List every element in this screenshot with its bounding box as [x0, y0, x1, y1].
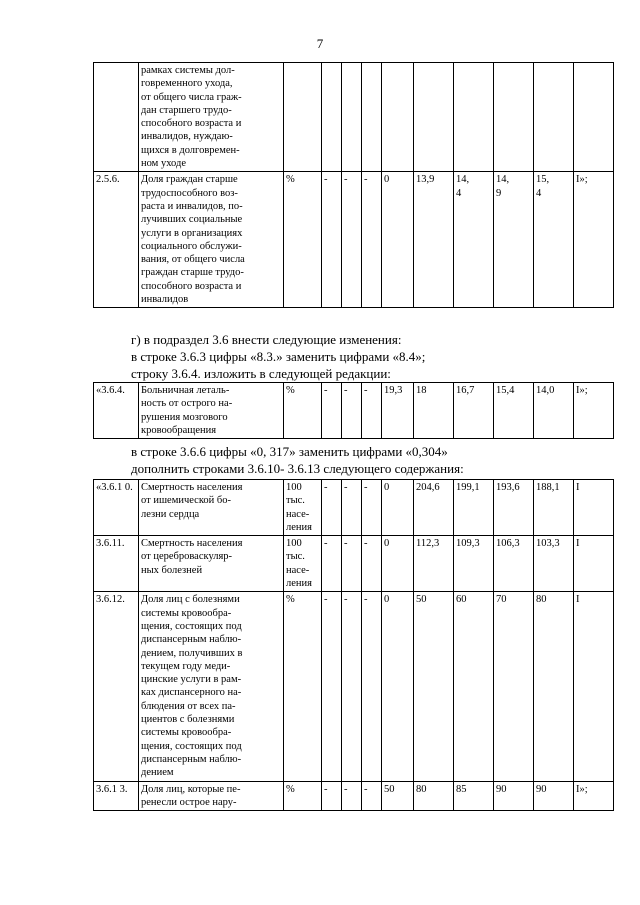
description-line: от общего числа граж-	[141, 91, 242, 103]
value-col-1: -	[322, 781, 342, 811]
value-col-6	[454, 592, 494, 781]
value-col-4	[382, 383, 414, 439]
value-col-8	[534, 63, 574, 172]
description-line: рушения мозгового	[141, 411, 228, 423]
value-col-6	[454, 536, 494, 592]
cell-line: 80	[416, 783, 427, 795]
value-col-2: -	[342, 536, 362, 592]
row-number	[94, 63, 139, 172]
description-line: системы кровообра-	[141, 607, 232, 619]
value-col-1: -	[322, 592, 342, 781]
cell-line: 14,0	[536, 385, 555, 396]
value-col-3: -	[362, 592, 382, 781]
cell-line: 85	[456, 783, 467, 795]
value-col-2: -	[342, 172, 362, 308]
page-number: 7	[316, 36, 324, 51]
paragraph-add-rows-intro: дополнить строками 3.6.10- 3.6.13 следующего содержания:	[131, 461, 464, 476]
description-line: системы кровообра-	[141, 727, 232, 739]
cell-line: 16,7	[456, 385, 475, 396]
description-line: лучивших социальные	[141, 214, 243, 226]
description-line: ренесли острое нару-	[141, 796, 237, 808]
paragraph-subsection-changes: г) в подраздел 3.6 внести следующие изменения:	[131, 332, 402, 347]
description-line: Доля лиц с болезнями	[141, 594, 240, 606]
cell-line: 0	[384, 482, 390, 493]
cell-line: %	[286, 385, 295, 396]
description-line: диспансерным наблю-	[141, 634, 242, 646]
table-row	[94, 536, 614, 592]
description-line: ном уходе	[141, 158, 186, 170]
unit	[284, 172, 322, 308]
description-line: от цереброваскуляр-	[141, 551, 233, 563]
value-col-4	[382, 536, 414, 592]
description-line: раста и инвалидов, по-	[141, 200, 243, 212]
value-col-7	[494, 480, 534, 536]
value-col-8	[534, 480, 574, 536]
value-col-2: -	[342, 480, 362, 536]
value-col-7	[494, 536, 534, 592]
value-col-7	[494, 781, 534, 811]
value-col-7	[494, 383, 534, 439]
cell-line: тыс.	[286, 551, 305, 563]
value-col-1: -	[322, 172, 342, 308]
value-col-1: -	[322, 383, 342, 439]
table-row	[94, 592, 614, 781]
cell-line: 60	[456, 594, 467, 606]
value-col-3: -	[362, 536, 382, 592]
value-col-9: I»;	[574, 172, 614, 308]
value-col-4	[382, 172, 414, 308]
description-line: от ишемической бо-	[141, 495, 231, 507]
cell-line: 112,3	[416, 538, 440, 550]
cell-line: 4	[536, 187, 542, 199]
indicator-description	[139, 592, 284, 781]
description-line: цинские услуги в рам-	[141, 674, 242, 686]
cell-line: 14,	[456, 174, 470, 186]
cell-line: ления	[286, 578, 312, 590]
description-line: щения, состоящих под	[141, 740, 242, 752]
cell-line: 0	[384, 538, 390, 550]
value-col-4	[382, 63, 414, 172]
value-col-9: I	[574, 536, 614, 592]
cell-line: 90	[496, 783, 507, 795]
cell-line: 50	[384, 783, 395, 795]
value-col-1	[322, 63, 342, 172]
row-number: 2.5.6.	[94, 172, 139, 308]
cell-line: 18	[416, 385, 427, 396]
cell-line: 100	[286, 538, 302, 550]
value-col-8	[534, 383, 574, 439]
value-col-8	[534, 172, 574, 308]
indicators-table-1	[93, 62, 614, 308]
indicator-description	[139, 172, 284, 308]
cell-line: 0	[384, 594, 390, 606]
description-line: ность от острого на-	[141, 398, 233, 410]
row-number: «3.6.4.	[94, 383, 139, 439]
description-line: Доля лиц, которые пе-	[141, 783, 241, 795]
unit	[284, 536, 322, 592]
value-col-5	[414, 536, 454, 592]
cell-line: 14,	[496, 174, 510, 186]
cell-line: 50	[416, 594, 427, 606]
value-col-3: -	[362, 781, 382, 811]
value-col-2: -	[342, 781, 362, 811]
value-col-2	[342, 63, 362, 172]
row-number: «3.6.1 0.	[94, 480, 139, 536]
cell-line: 0	[384, 174, 390, 186]
unit	[284, 781, 322, 811]
cell-line: 80	[536, 594, 547, 606]
value-col-6	[454, 172, 494, 308]
paragraph-row-364-intro: строку 3.6.4. изложить в следующей редакции:	[131, 366, 391, 381]
cell-line: 70	[496, 594, 507, 606]
description-line: Смертность населения	[141, 538, 243, 550]
description-line: граждан старше трудо-	[141, 267, 244, 279]
indicators-table-3	[93, 479, 614, 811]
cell-line: 106,3	[496, 538, 520, 550]
description-line: щихся в долговремен-	[141, 144, 240, 156]
description-line: трудоспособного воз-	[141, 187, 238, 199]
description-line: дением	[141, 767, 174, 779]
value-col-3: -	[362, 480, 382, 536]
value-col-2: -	[342, 383, 362, 439]
description-line: инвалидов	[141, 294, 189, 306]
cell-line: 90	[536, 783, 547, 795]
description-line: рамках системы дол-	[141, 65, 235, 76]
value-col-1: -	[322, 480, 342, 536]
description-line: говременного ухода,	[141, 78, 233, 90]
value-col-6	[454, 383, 494, 439]
cell-line: 15,4	[496, 385, 515, 396]
description-line: ках диспансерного на-	[141, 687, 242, 699]
table-row	[94, 781, 614, 811]
value-col-9: I	[574, 480, 614, 536]
row-number: 3.6.12.	[94, 592, 139, 781]
value-col-5	[414, 592, 454, 781]
description-line: Доля граждан старше	[141, 174, 238, 186]
description-line: услуги в организациях	[141, 227, 243, 239]
description-line: блюдения от всех па-	[141, 700, 236, 712]
description-line: Смертность населения	[141, 482, 243, 493]
cell-line: 9	[496, 187, 502, 199]
cell-line: 19,3	[384, 385, 403, 396]
cell-line: 13,9	[416, 174, 435, 186]
description-line: способного возраста и	[141, 118, 242, 130]
description-line: Больничная леталь-	[141, 385, 230, 396]
value-col-6	[454, 480, 494, 536]
value-col-3: -	[362, 172, 382, 308]
description-line: способного возраста и	[141, 280, 242, 292]
value-col-4	[382, 592, 414, 781]
value-col-8	[534, 536, 574, 592]
cell-line: ления	[286, 521, 312, 533]
cell-line: насе-	[286, 508, 310, 520]
description-line: социального обслужи-	[141, 240, 242, 252]
value-col-9: I	[574, 592, 614, 781]
value-col-5	[414, 63, 454, 172]
cell-line: насе-	[286, 564, 310, 576]
row-number: 3.6.1 3.	[94, 781, 139, 811]
description-line: дан старшего трудо-	[141, 104, 232, 116]
value-col-5	[414, 480, 454, 536]
value-col-4	[382, 480, 414, 536]
indicator-description	[139, 781, 284, 811]
value-col-7	[494, 63, 534, 172]
unit	[284, 63, 322, 172]
cell-line: 4	[456, 187, 462, 199]
value-col-1: -	[322, 536, 342, 592]
table-row	[94, 383, 614, 439]
cell-line: 188,1	[536, 482, 560, 493]
description-line: текущем году меди-	[141, 660, 231, 672]
indicator-description	[139, 63, 284, 172]
value-col-5	[414, 172, 454, 308]
value-col-9	[574, 63, 614, 172]
cell-line: 199,1	[456, 482, 480, 493]
description-line: лезни сердца	[141, 508, 200, 520]
value-col-5	[414, 383, 454, 439]
unit	[284, 383, 322, 439]
value-col-3: -	[362, 383, 382, 439]
cell-line: тыс.	[286, 495, 305, 507]
indicator-description	[139, 383, 284, 439]
indicator-description	[139, 480, 284, 536]
value-col-6	[454, 781, 494, 811]
description-line: дением, получивших в	[141, 647, 243, 659]
row-number: 3.6.11.	[94, 536, 139, 592]
description-line: вания, от общего числа	[141, 254, 245, 266]
description-line: ных болезней	[141, 564, 203, 576]
indicator-description	[139, 536, 284, 592]
value-col-7	[494, 172, 534, 308]
cell-line: 109,3	[456, 538, 480, 550]
value-col-5	[414, 781, 454, 811]
value-col-4	[382, 781, 414, 811]
value-col-9: I»;	[574, 781, 614, 811]
table-row	[94, 480, 614, 536]
value-col-2: -	[342, 592, 362, 781]
unit	[284, 592, 322, 781]
unit	[284, 480, 322, 536]
cell-line: %	[286, 594, 295, 606]
table-row	[94, 63, 614, 172]
cell-line: 103,3	[536, 538, 560, 550]
table-row	[94, 172, 614, 308]
cell-line: 15,	[536, 174, 550, 186]
cell-line: 193,6	[496, 482, 520, 493]
paragraph-row-363-change: в строке 3.6.3 цифры «8.3.» заменить цифрами «8.4»;	[131, 349, 426, 364]
description-line: диспансерным наблю-	[141, 753, 242, 765]
cell-line: %	[286, 783, 295, 795]
description-line: кровообращения	[141, 424, 217, 436]
value-col-7	[494, 592, 534, 781]
value-col-9: I»;	[574, 383, 614, 439]
value-col-8	[534, 781, 574, 811]
cell-line: %	[286, 174, 295, 186]
description-line: циентов с болезнями	[141, 714, 235, 726]
value-col-6	[454, 63, 494, 172]
description-line: инвалидов, нуждаю-	[141, 131, 233, 143]
cell-line: 100	[286, 482, 302, 493]
cell-line: 204,6	[416, 482, 440, 493]
indicators-table-2	[93, 382, 614, 439]
description-line: щения, состоящих под	[141, 620, 242, 632]
value-col-3	[362, 63, 382, 172]
paragraph-row-366-change: в строке 3.6.6 цифры «0, 317» заменить цифрами «0,304»	[131, 444, 448, 459]
value-col-8	[534, 592, 574, 781]
